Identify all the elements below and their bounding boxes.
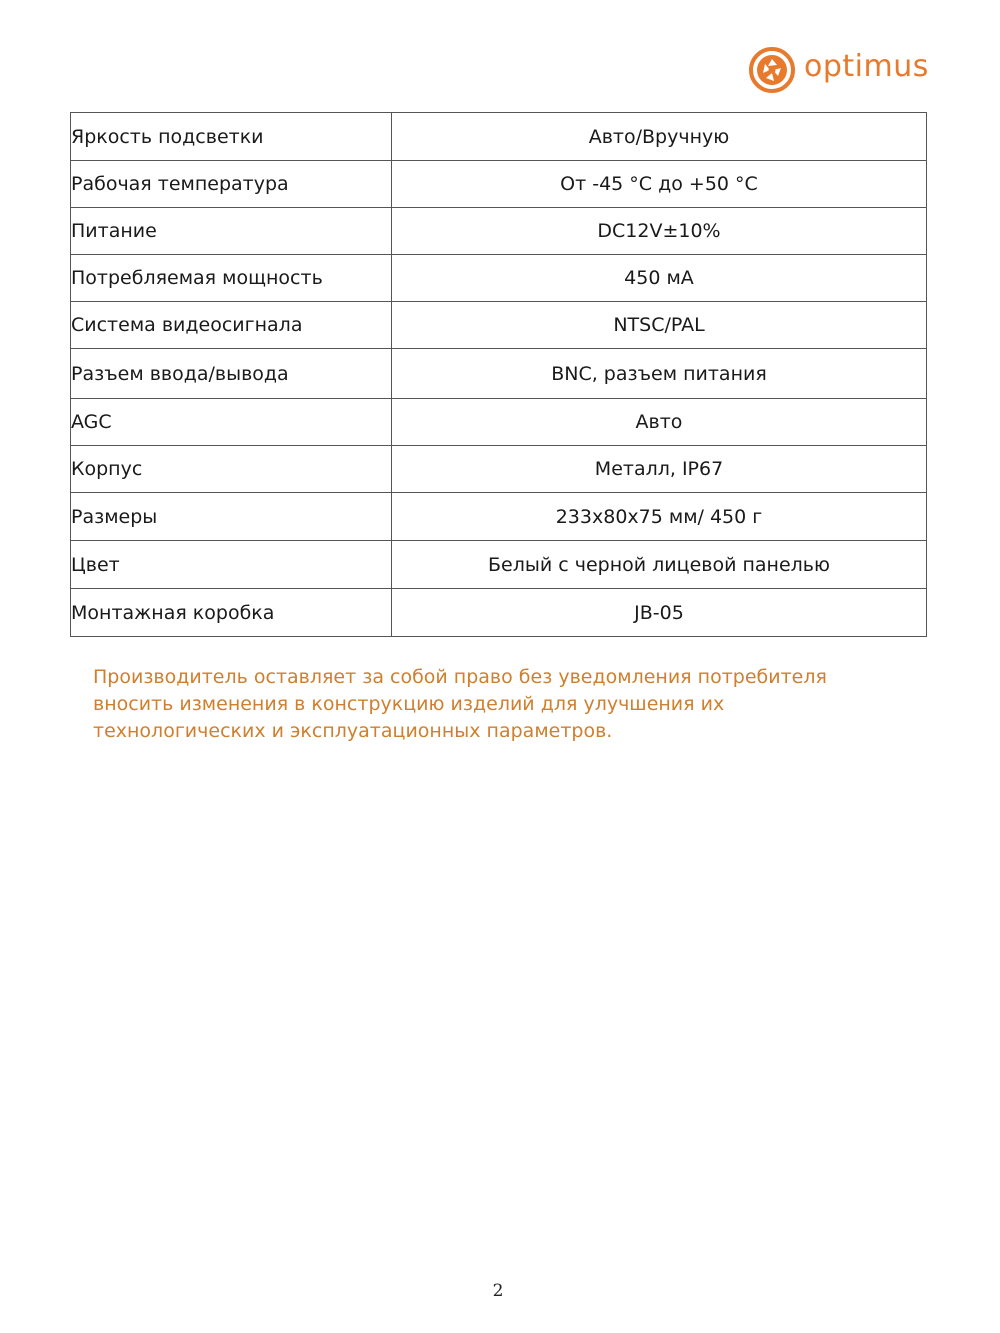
spec-value: 233x80x75 мм/ 450 г (392, 493, 927, 541)
aperture-logo-icon (748, 46, 796, 94)
spec-value: Авто (392, 399, 927, 446)
spec-label: Питание (71, 208, 392, 255)
spec-value: Металл, IP67 (392, 446, 927, 493)
spec-value: Авто/Вручную (392, 113, 927, 161)
table-row (71, 302, 927, 349)
spec-label: Разъем ввода/вывода (71, 349, 392, 399)
table-row (71, 208, 927, 255)
brand-name: optimus (804, 49, 929, 84)
spec-value: JB-05 (392, 589, 927, 637)
table-row (71, 589, 927, 637)
table-row (71, 113, 927, 161)
table-row (71, 399, 927, 446)
table-row (71, 446, 927, 493)
spec-label: Яркость подсветки (71, 113, 392, 161)
spec-value: DC12V±10% (392, 208, 927, 255)
table-row (71, 349, 927, 399)
spec-value: От -45 °C до +50 °C (392, 161, 927, 208)
page-number: 2 (492, 1281, 504, 1301)
spec-label: Размеры (71, 493, 392, 541)
spec-label: Монтажная коробка (71, 589, 392, 637)
spec-label: Цвет (71, 541, 392, 589)
spec-value: Белый с черной лицевой панелью (392, 541, 927, 589)
brand-logo (748, 44, 929, 96)
spec-label: AGC (71, 399, 392, 446)
spec-label: Рабочая температура (71, 161, 392, 208)
notice-line: вносить изменения в конструкцию изделий для улучшения их (93, 693, 725, 715)
table-row (71, 255, 927, 302)
spec-value: 450 мА (392, 255, 927, 302)
spec-label: Система видеосигнала (71, 302, 392, 349)
table-row (71, 161, 927, 208)
spec-label: Потребляемая мощность (71, 255, 392, 302)
spec-value: NTSC/PAL (392, 302, 927, 349)
table-row (71, 541, 927, 589)
manufacturer-notice (93, 664, 893, 745)
notice-line: Производитель оставляет за собой право без уведомления потребителя (93, 666, 827, 688)
notice-line: технологических и эксплуатационных параметров. (93, 720, 613, 742)
spec-value: BNC, разъем питания (392, 349, 927, 399)
table-row (71, 493, 927, 541)
specifications-table (70, 112, 927, 637)
spec-label: Корпус (71, 446, 392, 493)
